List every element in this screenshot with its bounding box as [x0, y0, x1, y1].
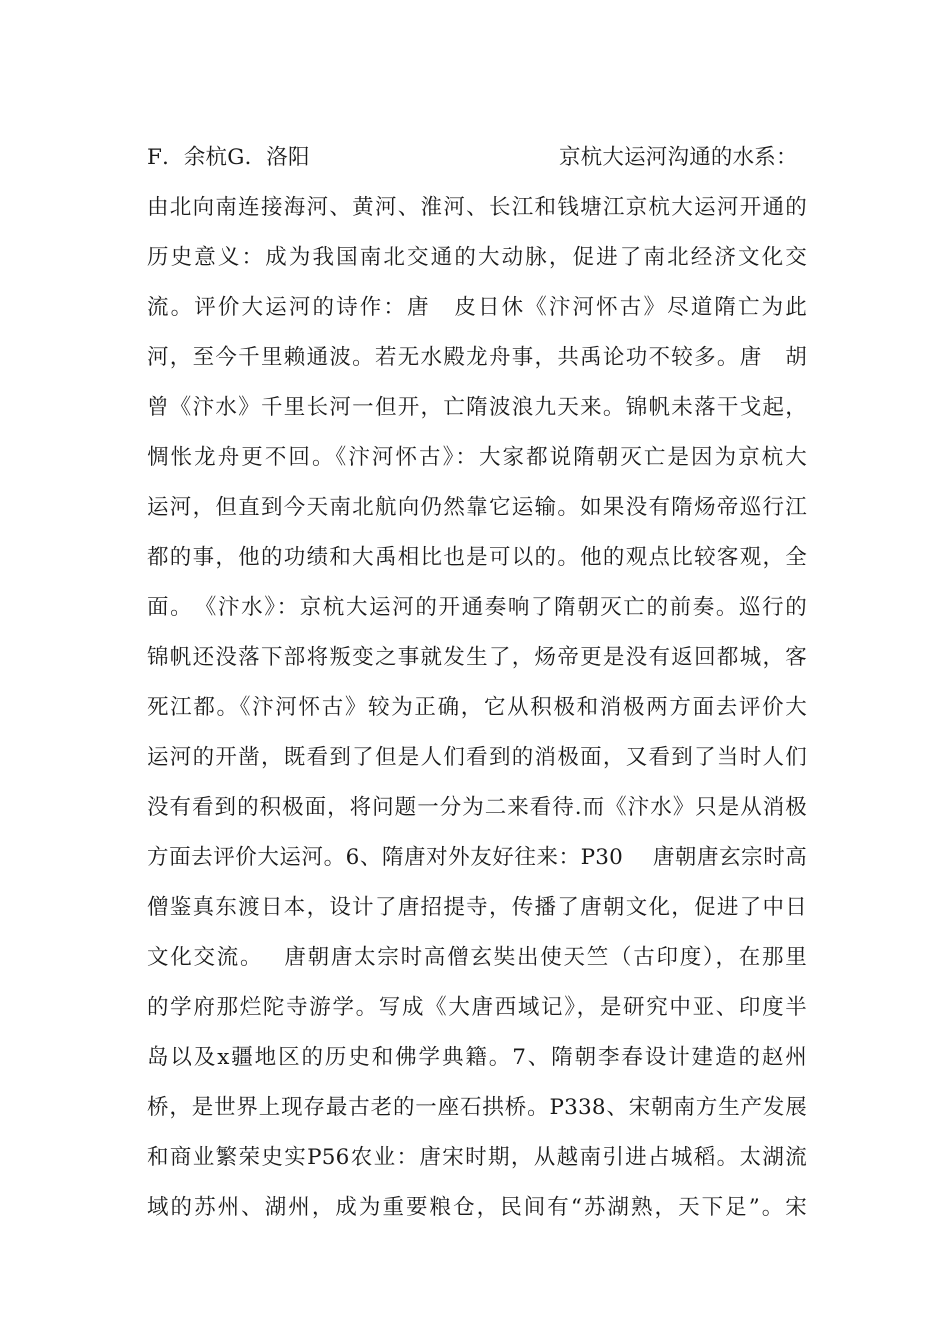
text-line: 死江都。《汴河怀古》较为正确，它从积极和消极两方面去评价大: [147, 695, 807, 720]
text-line: 桥，是世界上现存最古老的一座石拱桥。P338、宋朝南方生产发展: [147, 1095, 807, 1120]
body-text: [147, 133, 807, 1233]
text-line: 岛以及x疆地区的历史和佛学典籍。7、隋朝李春设计建造的赵州: [147, 1045, 807, 1070]
answer-options-text: F．余杭G．洛阳: [147, 145, 310, 170]
text-line: 惆怅龙舟更不回。《汴河怀古》：大家都说隋朝灭亡是因为京杭大: [147, 445, 807, 470]
text-line-1: [147, 133, 807, 183]
waterways-heading-text: 京杭大运河沟通的水系：: [559, 145, 798, 170]
text-line: 运河的开凿，既看到了但是人们看到的消极面，又看到了当时人们: [147, 745, 807, 770]
text-line: 锦帆还没落下部将叛变之事就发生了，炀帝更是没有返回都城，客: [147, 645, 807, 670]
text-line: 面。 《汴水》：京杭大运河的开通奏响了隋朝灭亡的前奏。巡行的: [147, 595, 807, 620]
text-line: 方面去评价大运河。6、隋唐对外友好往来：P30 唐朝唐玄宗时高: [147, 845, 807, 870]
text-line: 都的事，他的功绩和大禹相比也是可以的。他的观点比较客观，全: [147, 545, 807, 570]
text-line: 由北向南连接海河、黄河、淮河、长江和钱塘江京杭大运河开通的: [147, 195, 807, 220]
text-line: 域的苏州、湖州，成为重要粮仓，民间有“苏湖熟，天下足”。宋: [147, 1195, 807, 1220]
text-line: 僧鉴真东渡日本，设计了唐招提寺，传播了唐朝文化，促进了中日: [147, 895, 807, 920]
text-line: 曾《汴水》千里长河一但开，亡隋波浪九天来。锦帆未落干戈起，: [147, 395, 807, 420]
text-line: 河，至今千里赖通波。若无水殿龙舟事，共禹论功不较多。唐 胡: [147, 345, 807, 370]
text-line: 历史意义：成为我国南北交通的大动脉，促进了南北经济文化交: [147, 245, 807, 270]
text-line: 流。评价大运河的诗作：唐 皮日休《汴河怀古》尽道隋亡为此: [147, 295, 807, 320]
text-line: 文化交流。 唐朝唐太宗时高僧玄奘出使天竺（古印度），在那里: [147, 945, 807, 970]
text-line: 没有看到的积极面，将问题一分为二来看待.而《汴水》只是从消极: [147, 795, 807, 820]
text-line: 的学府那烂陀寺游学。写成《大唐西域记》，是研究中亚、印度半: [147, 995, 807, 1020]
text-line: 运河，但直到今天南北航向仍然靠它运输。如果没有隋炀帝巡行江: [147, 495, 807, 520]
text-line: 和商业繁荣史实P56农业：唐宋时期，从越南引进占城稻。太湖流: [147, 1145, 807, 1170]
